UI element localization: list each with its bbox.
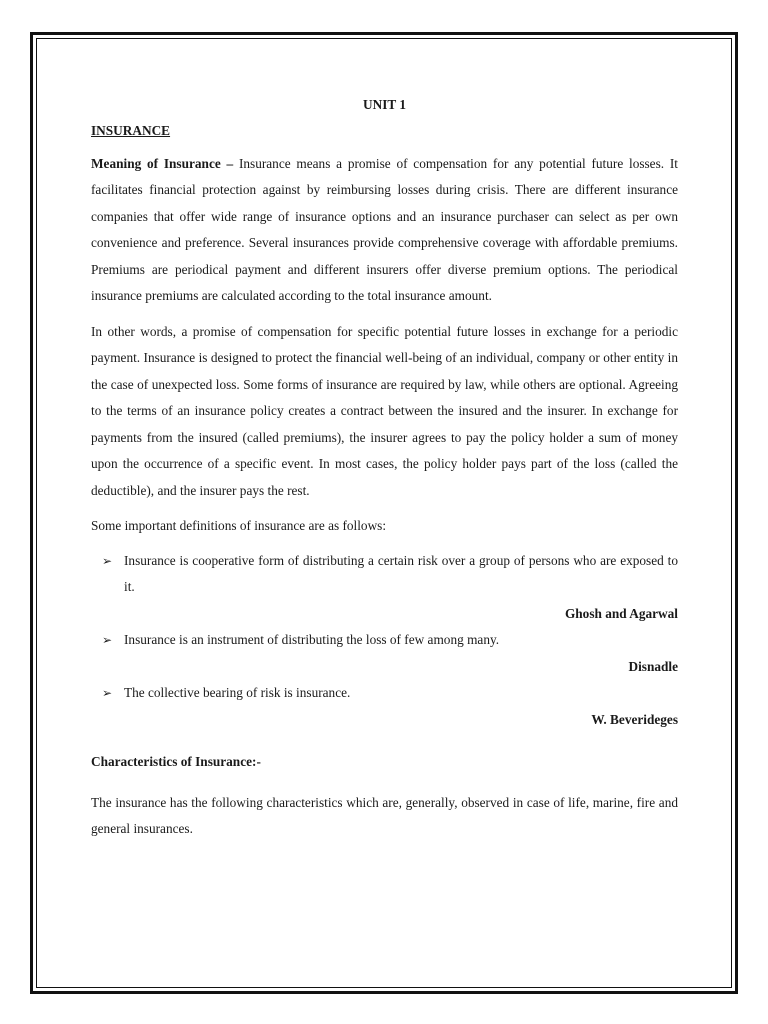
definition-item <box>91 548 678 628</box>
page-content <box>91 92 678 852</box>
arrow-bullet-icon: ➢ <box>102 686 113 700</box>
meaning-text: Insurance means a promise of compensation for any potential future losses. It facilitates financial protection against by reimbursing losses during crisis. There are different insurance companies that offer wide range of insurance options and an insurance purchaser can select as per own convenience and preference. Several insurances provide comprehensive coverage with affordable premiums. Premiums are periodical payment and different insurers offer diverse premium options. The periodical insurance premiums are calculated according to the total insurance amount. <box>91 155 678 303</box>
unit-title: UNIT 1 <box>363 97 406 112</box>
definition-text-content: Insurance is cooperative form of distributing a certain risk over a group of persons who are exposed to it. <box>124 552 678 594</box>
meaning-lead: Meaning of Insurance – <box>91 155 234 171</box>
arrow-bullet-icon: ➢ <box>102 633 113 647</box>
definitions-list <box>91 548 678 734</box>
definition-text <box>91 680 678 707</box>
characteristics-paragraph: The insurance has the following characteristics which are, generally, observed in case of life, marine, fire and general insurances. <box>91 794 678 836</box>
characteristics-heading: Characteristics of Insurance:- <box>91 754 261 769</box>
definition-text <box>91 627 678 654</box>
definitions-intro: Some important definitions of insurance are as follows: <box>91 518 387 533</box>
definition-item <box>91 680 678 733</box>
definition-text-content: Insurance is an instrument of distributing the loss of few among many. <box>124 632 500 647</box>
definition-text <box>91 548 678 601</box>
definition-author: Disnadle <box>628 658 678 674</box>
definition-author: W. Beverideges <box>591 711 678 727</box>
definition-item <box>91 627 678 680</box>
meaning-paragraph <box>91 151 678 310</box>
definition-author: Ghosh and Agarwal <box>564 605 678 621</box>
definition-text-content: The collective bearing of risk is insurance. <box>124 685 351 700</box>
section-title: INSURANCE <box>91 123 171 138</box>
arrow-bullet-icon: ➢ <box>102 553 113 568</box>
other-words-paragraph: In other words, a promise of compensation for specific potential future losses in exchange for a periodic payment. Insurance is designed to protect the financial well-being of an individual, company or other entity in the case of unexpected loss. Some forms of insurance are required by law, while others are optional. Agreeing to the terms of an insurance policy creates a contract between the insured and the insurer. In exchange for payments from the insured (called premiums), the insurer agrees to pay the policy holder a sum of money upon the occurrence of a specific event. In most cases, the policy holder pays part of the loss (called the deductible), and the insurer pays the rest. <box>91 323 678 498</box>
